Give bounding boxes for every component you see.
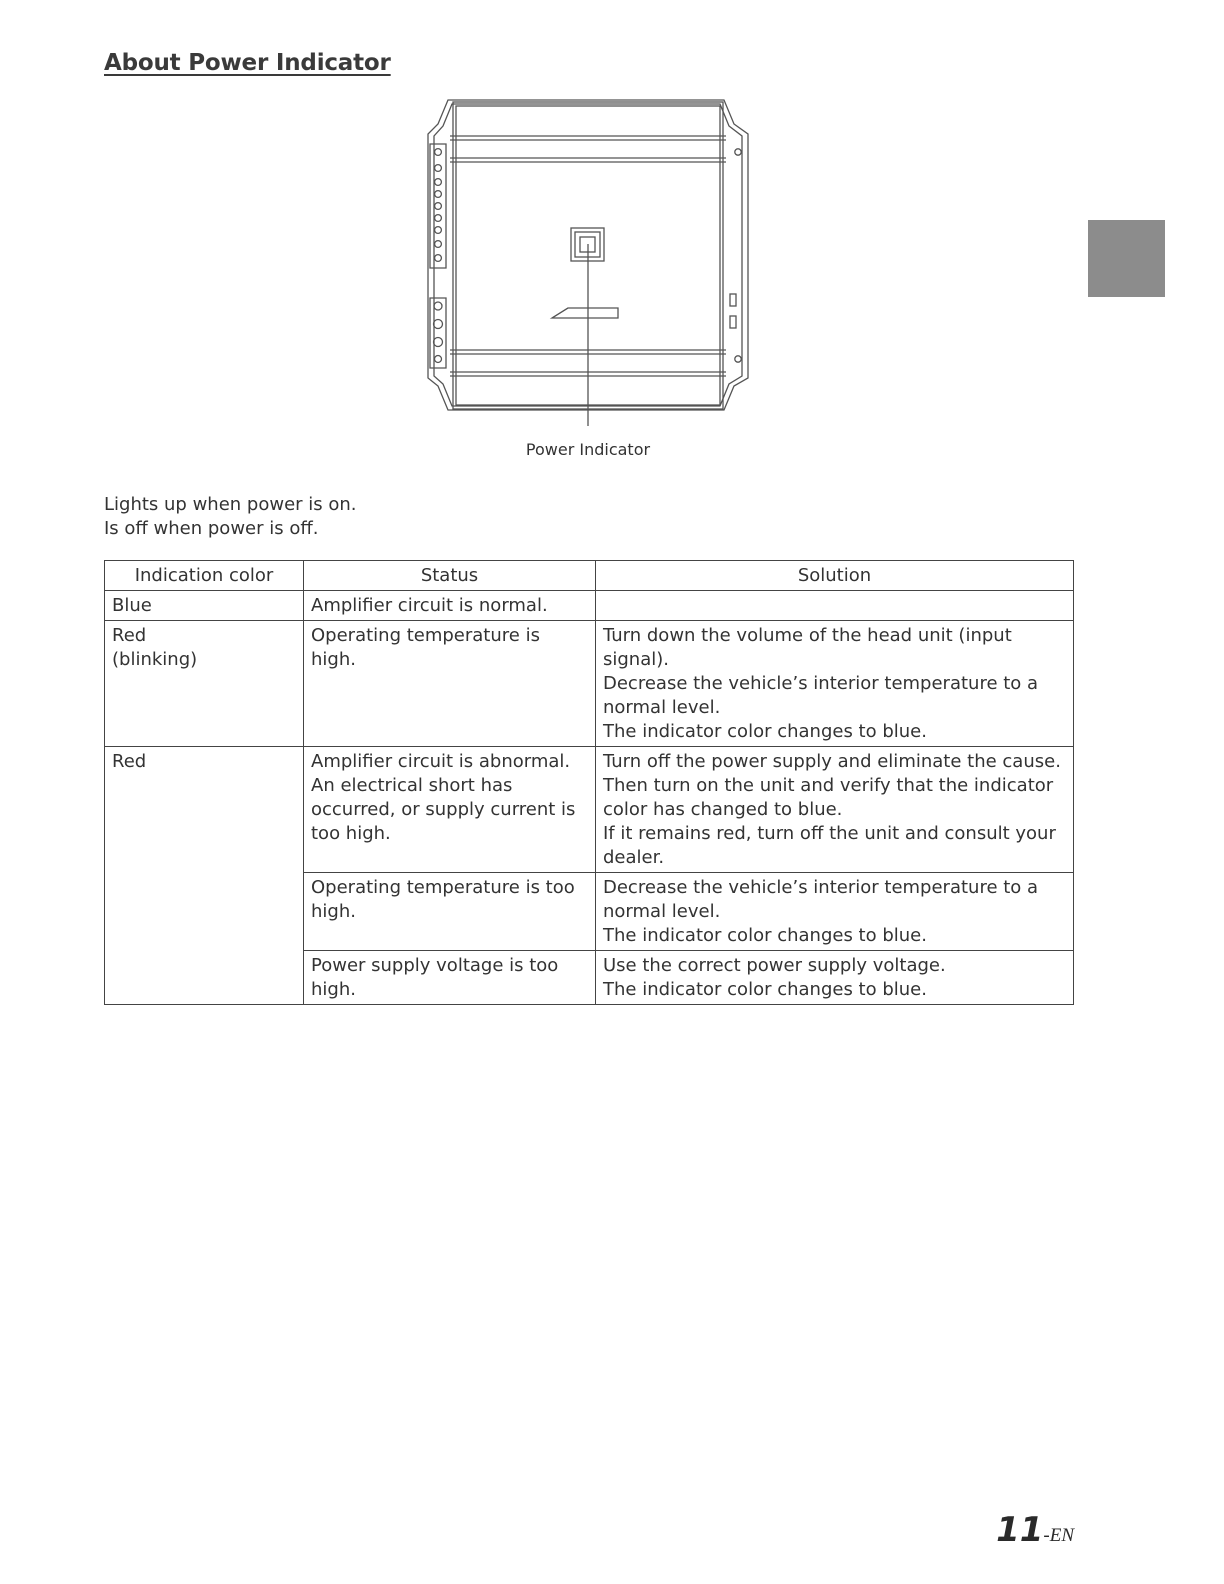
power-indicator-label: Power Indicator: [525, 440, 651, 459]
cell-status-red-abnormal: [304, 747, 596, 873]
header-status: Status: [304, 561, 596, 591]
amplifier-illustration: [420, 96, 760, 426]
intro-text: [104, 493, 357, 541]
page-number: [996, 1510, 1074, 1550]
solution-text: Decrease the vehicle’s interior temperature to a normal level.: [603, 673, 1039, 718]
cell-solution-red-abnormal: [596, 747, 1074, 873]
page-number-value: 11: [996, 1510, 1044, 1550]
cell-color-red: Red: [105, 747, 304, 1005]
cell-color-red-blinking: [105, 621, 304, 747]
solution-text: The indicator color changes to blue.: [603, 979, 927, 1000]
solution-text: Turn down the volume of the head unit (input signal).: [603, 625, 1012, 670]
status-text: Amplifier circuit is abnormal.: [311, 751, 571, 772]
cell-status-red-voltage: Power supply voltage is too high.: [304, 951, 596, 1005]
section-heading: About Power Indicator: [104, 50, 391, 76]
intro-line-off: Is off when power is off.: [104, 518, 319, 539]
table-row-red-abnormal: [105, 747, 1074, 873]
solution-text: Turn off the power supply and eliminate the cause.: [603, 751, 1061, 772]
table-header-row: [105, 561, 1074, 591]
cell-status-red-blinking: Operating temperature is high.: [304, 621, 596, 747]
table-row-red-blinking: [105, 621, 1074, 747]
solution-text: Use the correct power supply voltage.: [603, 955, 946, 976]
solution-text: The indicator color changes to blue.: [603, 925, 927, 946]
cell-solution-red-voltage: [596, 951, 1074, 1005]
status-text: An electrical short has occurred, or supply current is too high.: [311, 775, 576, 844]
solution-text: Then turn on the unit and verify that the indicator color has changed to blue.: [603, 775, 1054, 820]
cell-status-red-temperature: Operating temperature is too high.: [304, 873, 596, 951]
table-row-blue: [105, 591, 1074, 621]
intro-line-on: Lights up when power is on.: [104, 494, 357, 515]
page-language-suffix: -EN: [1043, 1525, 1074, 1546]
indicator-table: [104, 560, 1074, 1005]
solution-text: Decrease the vehicle’s interior temperature to a normal level.: [603, 877, 1039, 922]
color-blinking-text: (blinking): [112, 649, 198, 670]
section-tab-marker: [1088, 220, 1165, 297]
solution-text: If it remains red, turn off the unit and consult your dealer.: [603, 823, 1056, 868]
cell-solution-red-blinking: [596, 621, 1074, 747]
solution-text: The indicator color changes to blue.: [603, 721, 927, 742]
color-red-text: Red: [112, 625, 147, 646]
cell-color-blue: Blue: [105, 591, 304, 621]
cell-solution-red-temperature: [596, 873, 1074, 951]
header-indication-color: Indication color: [105, 561, 304, 591]
cell-solution-blue: [596, 591, 1074, 621]
header-solution: Solution: [596, 561, 1074, 591]
cell-status-blue: Amplifier circuit is normal.: [304, 591, 596, 621]
